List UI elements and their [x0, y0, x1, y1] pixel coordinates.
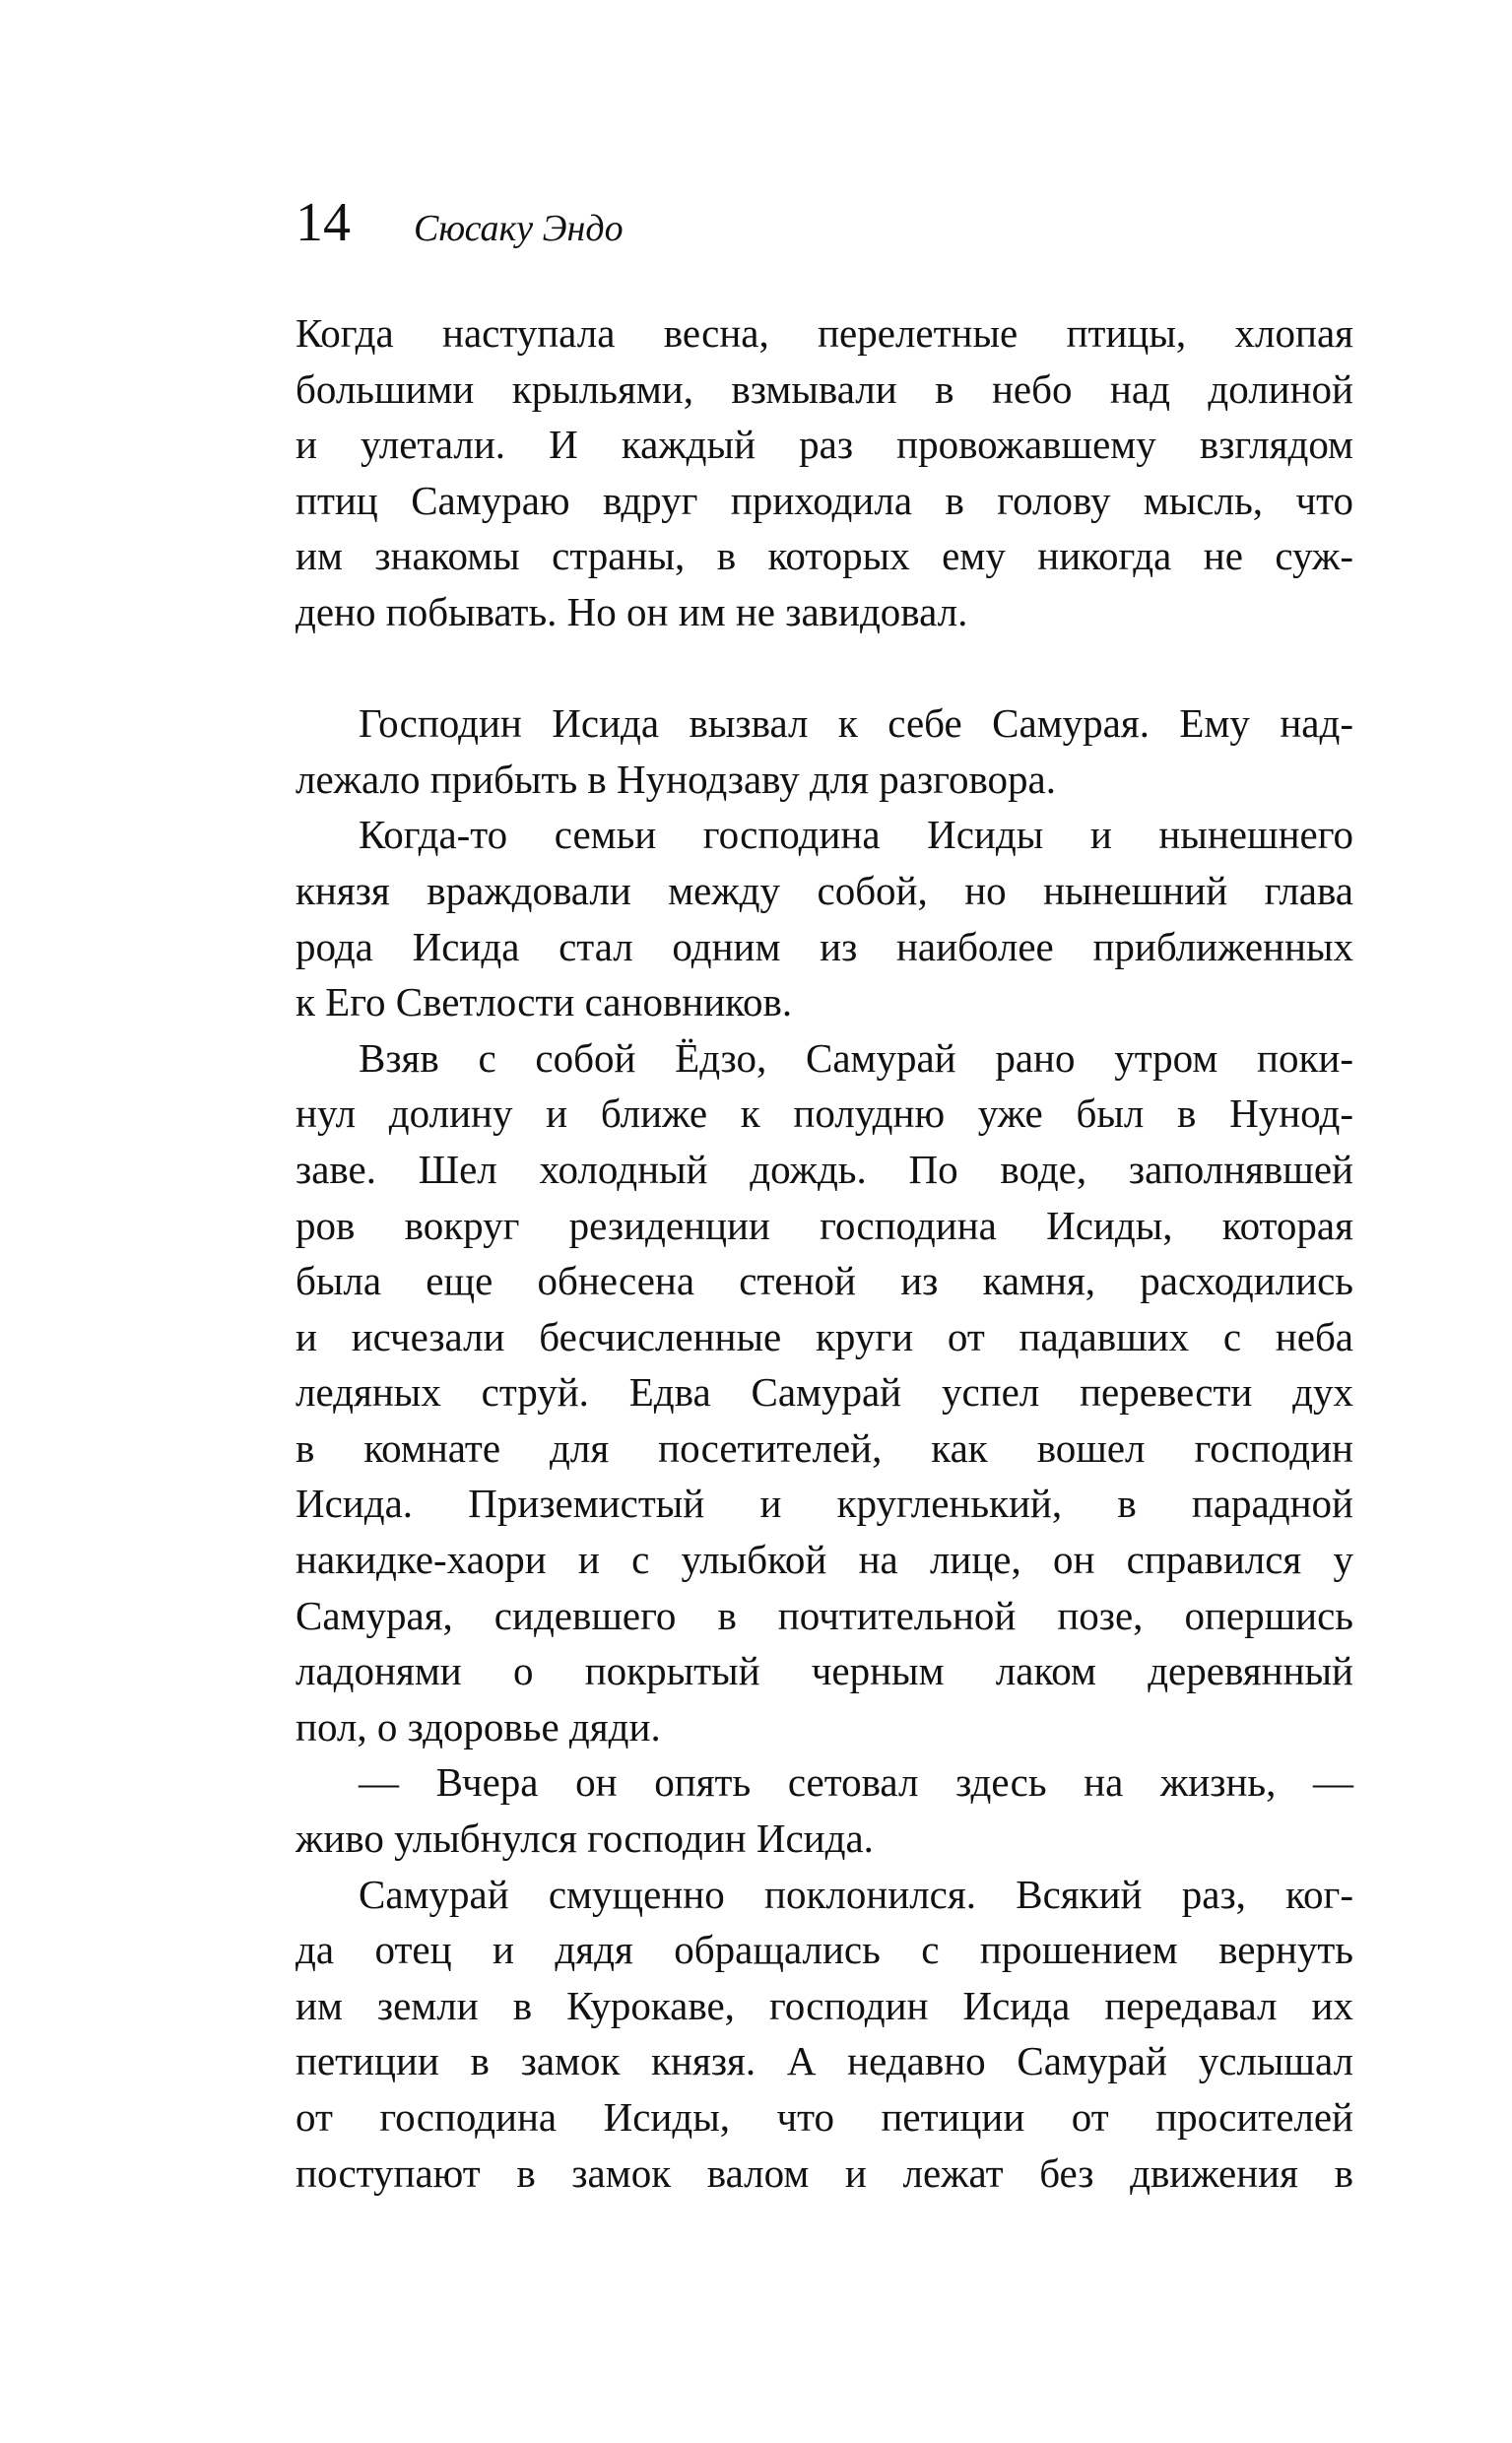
text-line: им знакомы страны, в которых ему никогда не суж- — [296, 533, 1353, 579]
text-line: лежало прибыть в Нунодзаву для разговора. — [296, 756, 1056, 802]
text-line: Исида. Приземистый и кругленький, в парадной — [296, 1481, 1353, 1527]
text-line: пол, о здоровье дяди. — [296, 1703, 661, 1750]
text-line: накидке-хаори и с улыбкой на лице, он справился у — [296, 1537, 1353, 1583]
text-line: была еще обнесена стеной из камня, расходились — [296, 1258, 1353, 1304]
page-header — [296, 183, 624, 262]
text-line: Господин Исида вызвал к себе Самурая. Ему над- — [359, 700, 1353, 747]
text-line: да отец и дядя обращались с прошением вернуть — [296, 1927, 1353, 1973]
text-line: Взяв с собой Ёдзо, Самурай рано утром поки- — [359, 1034, 1353, 1081]
text-line: в комнате для посетителей, как вошел господин — [296, 1424, 1353, 1471]
text-line: ледяных струй. Едва Самурай успел перевести дух — [296, 1369, 1353, 1416]
body-text — [296, 305, 1353, 2201]
text-line: петиции в замок князя. А недавно Самурай услышал — [296, 2038, 1353, 2084]
paragraph — [296, 1030, 1353, 1755]
paragraph — [296, 1867, 1353, 2202]
paragraph — [296, 807, 1353, 1029]
running-title: Сюсаку Эндо — [414, 208, 624, 249]
paragraph — [296, 305, 1353, 640]
text-line: и исчезали бесчисленные круги от падавших с неба — [296, 1313, 1353, 1359]
text-line: большими крыльями, взмывали в небо над долиной — [296, 365, 1353, 412]
text-line: заве. Шел холодный дождь. По воде, заполнявшей — [296, 1146, 1353, 1192]
text-line: князя враждовали между собой, но нынешний глава — [296, 867, 1353, 913]
text-line: ладонями о покрытый черным лаком деревянный — [296, 1648, 1353, 1694]
text-line: и улетали. И каждый раз провожавшему взглядом — [296, 422, 1353, 468]
text-line: Самурай смущенно поклонился. Всякий раз, ког- — [359, 1871, 1353, 1917]
text-line: птиц Самураю вдруг приходила в голову мысль, что — [296, 477, 1353, 523]
text-line: — Вчера он опять сетовал здесь на жизнь, — — [359, 1759, 1353, 1806]
text-line: нул долину и ближе к полудню уже был в Нунод- — [296, 1090, 1353, 1137]
text-line: живо улыбнулся господин Исида. — [296, 1816, 874, 1862]
page-number: 14 — [296, 192, 351, 253]
text-line: к Его Светлости сановников. — [296, 979, 793, 1025]
text-line: ров вокруг резиденции господина Исиды, которая — [296, 1202, 1353, 1248]
section-break — [296, 640, 1353, 696]
text-line: от господина Исиды, что петиции от просителей — [296, 2094, 1353, 2140]
text-line: Когда наступала весна, перелетные птицы, хлопая — [296, 310, 1353, 356]
text-line: Самурая, сидевшего в почтительной позе, опершись — [296, 1592, 1353, 1638]
text-line: поступают в замок валом и лежат без движения в — [296, 2149, 1353, 2196]
text-line: Когда-то семьи господина Исиды и нынешнего — [359, 812, 1353, 858]
paragraph — [296, 1754, 1353, 1866]
text-line: им земли в Курокаве, господин Исида передавал их — [296, 1982, 1353, 2028]
paragraph — [296, 695, 1353, 807]
text-line: дено побывать. Но он им не завидовал. — [296, 588, 968, 634]
text-line: рода Исида стал одним из наиболее приближенных — [296, 923, 1353, 969]
